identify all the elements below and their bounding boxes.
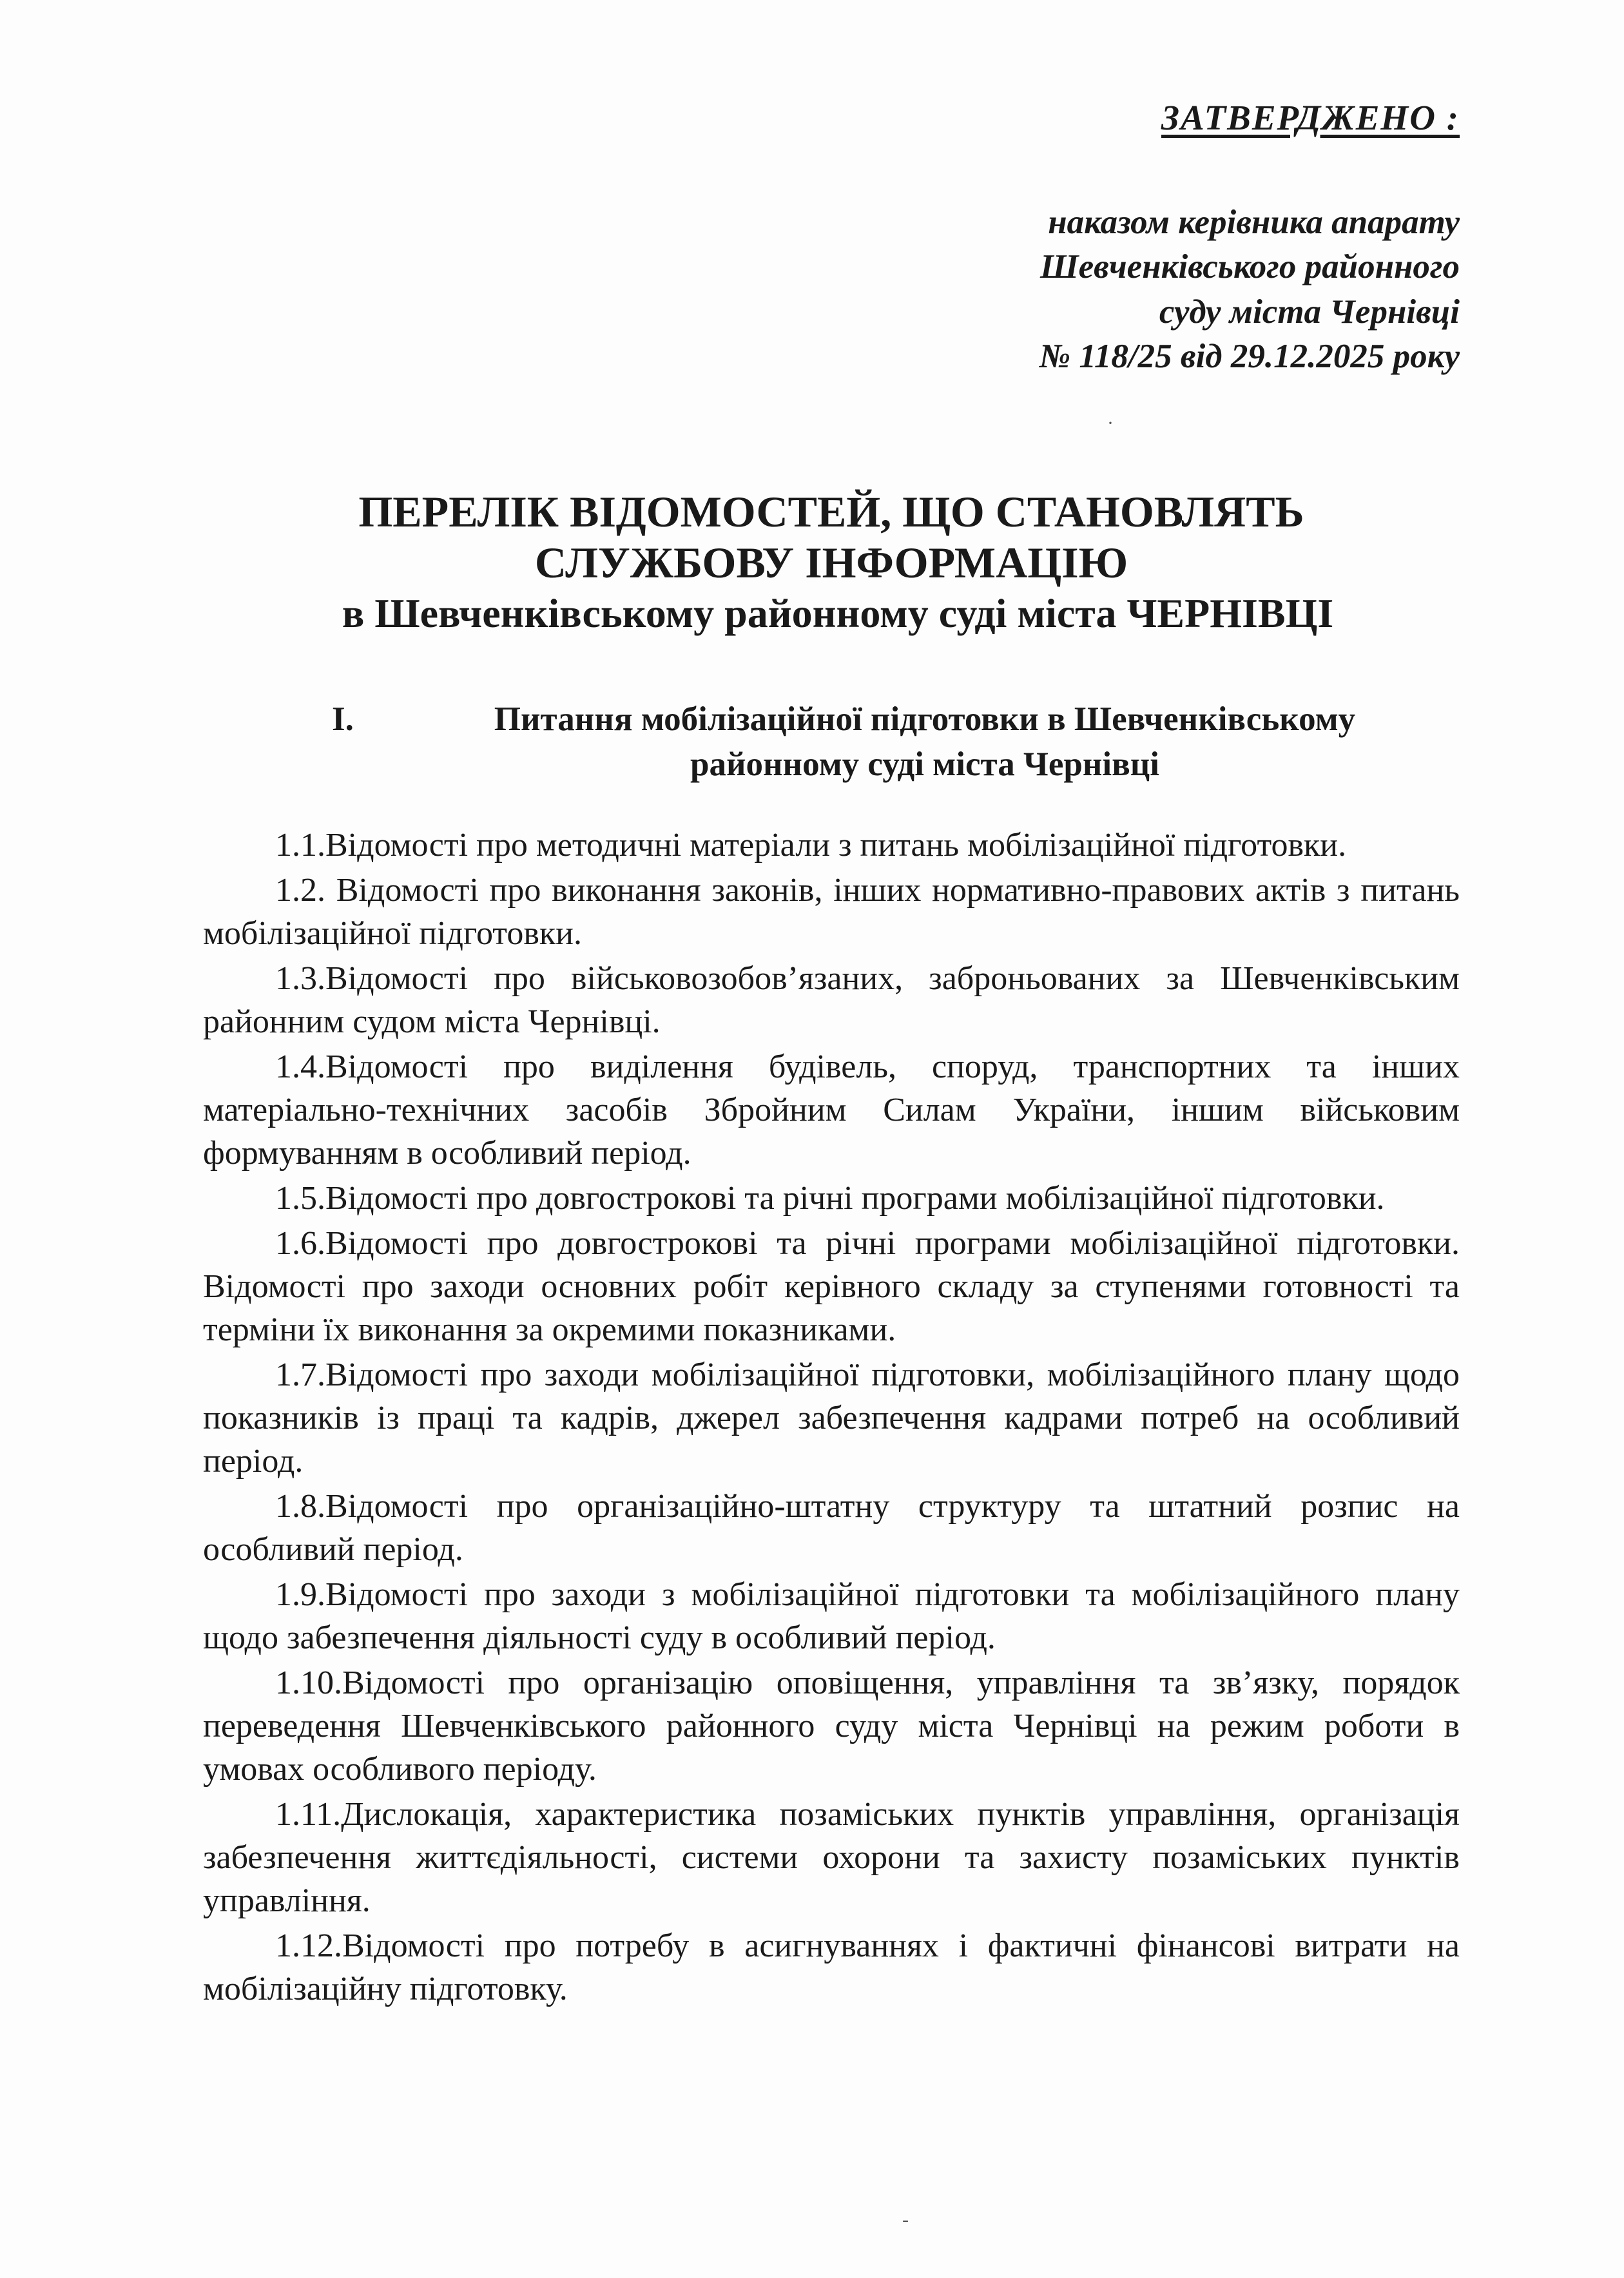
approval-line: наказом керівника апарату [1048, 204, 1460, 241]
list-item: 1.6.Відомості про довгострокові та річні програми мобілізаційної підготовки. Відомості про заходи основних робіт керівного складу за ступенями готовності та терміни їх виконання за окремими показниками. [203, 1225, 1460, 1348]
approval-line: Шевченківського районного [1039, 248, 1460, 286]
scan-speck: · [1107, 412, 1114, 434]
list-item: 1.12.Відомості про потребу в асигнуваннях і фактичні фінансові витрати на мобілізаційну підготовку. [203, 1927, 1460, 2007]
approval-block [815, 97, 1460, 380]
approval-heading: ЗАТВЕРДЖЕНО : [1161, 98, 1460, 137]
list-item: 1.3.Відомості про військовозобов’язаних, заброньованих за Шевченківським районним судом міста Чернівці. [203, 960, 1460, 1040]
section-title-line-2: районному суді міста Чернівці [690, 745, 1160, 783]
list-item: 1.9.Відомості про заходи з мобілізаційної підготовки та мобілізаційного плану щодо забезпечення діяльності суду в особливий період. [203, 1576, 1460, 1656]
list-item: 1.4.Відомості про виділення будівель, споруд, транспортних та інших матеріально-технічних засобів Збройним Силам України, іншим військовим формуванням в особливий період. [203, 1048, 1460, 1172]
section-number: I. [332, 700, 354, 738]
items-list [203, 824, 1460, 2011]
list-item: 1.10.Відомості про організацію оповіщення, управління та зв’язку, порядок переведення Шевченківського районного суду міста Чернівці на режим роботи в умовах особливого періоду. [203, 1665, 1460, 1788]
section-title [429, 697, 1421, 787]
list-item: 1.7.Відомості про заходи мобілізаційної підготовки, мобілізаційного плану щодо показників із праці та кадрів, джерел забезпечення кадрами потреб на особливий період. [203, 1356, 1460, 1480]
approval-line: № 118/25 від 29.12.2025 року [1039, 338, 1460, 376]
approval-line: суду міста Чернівці [1159, 293, 1460, 331]
section-heading [332, 697, 1460, 787]
title-line-2: СЛУЖБОВУ ІНФОРМАЦІЮ [534, 537, 1128, 587]
list-item: 1.5.Відомості про довгострокові та річні програми мобілізаційної підготовки. [275, 1180, 1385, 1217]
list-item: 1.11.Дислокація, характеристика позаміських пунктів управління, організація забезпечення життєдіяльності, системи охорони та захисту позаміських пунктів управління. [203, 1796, 1460, 1919]
scan-speck: - [902, 2209, 909, 2230]
section-title-line-1: Питання мобілізаційної підготовки в Шевченківському [494, 700, 1356, 738]
list-item: 1.8.Відомості про організаційно-штатну структуру та штатний розпис на особливий період. [203, 1488, 1460, 1568]
list-item: 1.1.Відомості про методичні матеріали з питань мобілізаційної підготовки. [275, 827, 1347, 864]
list-item: 1.2. Відомості про виконання законів, інших нормативно-правових актів з питань мобілізаційної підготовки. [203, 872, 1460, 952]
title-line-3: в Шевченківському районному суді міста ЧЕРНІВЦІ [342, 590, 1334, 636]
document-title [0, 487, 1624, 639]
title-line-1: ПЕРЕЛІК ВІДОМОСТЕЙ, ЩО СТАНОВЛЯТЬ [358, 487, 1304, 536]
